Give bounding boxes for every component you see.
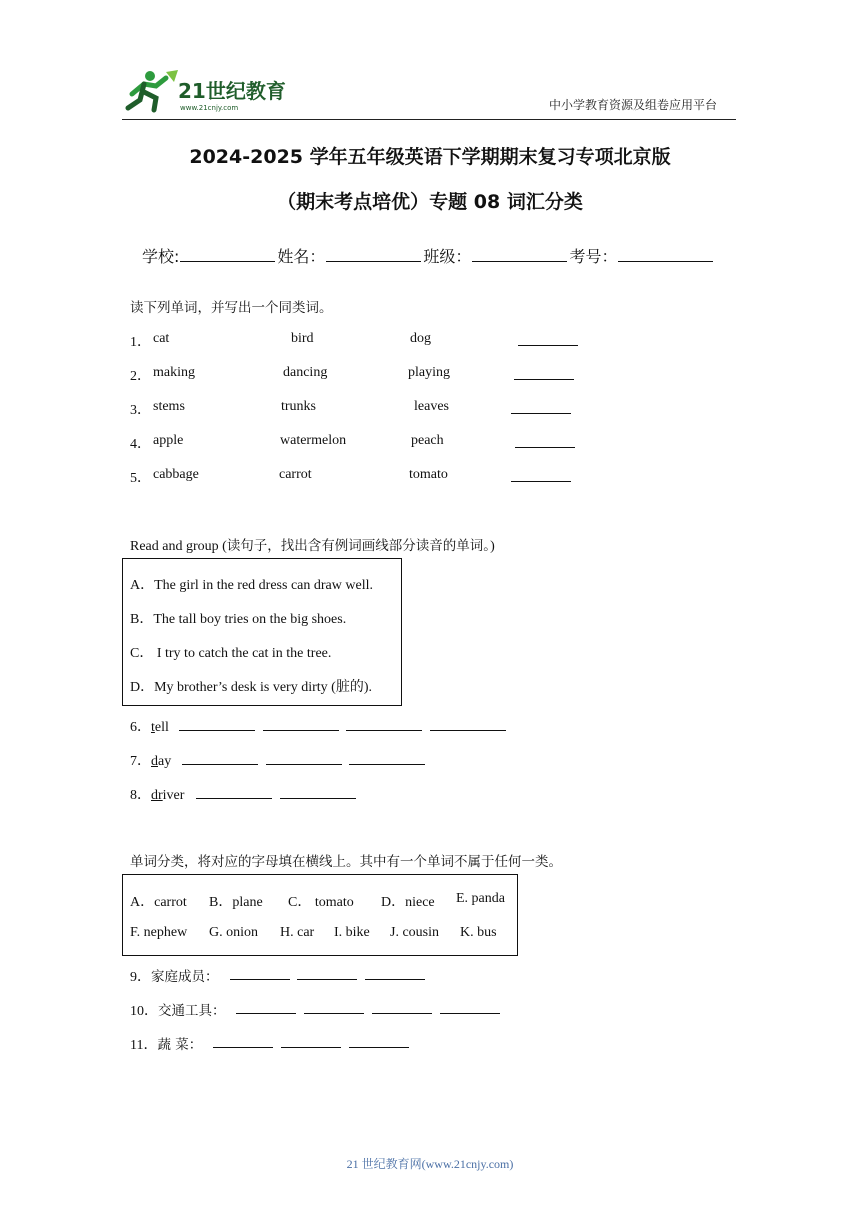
word-c: C． tomato	[288, 895, 354, 910]
q1-word-1: cat	[153, 331, 170, 346]
q11-blank-2[interactable]	[281, 1035, 341, 1048]
word-i: I. bike	[334, 925, 370, 940]
q2-num: 2．	[130, 369, 151, 384]
number-label: 考号：	[569, 247, 618, 266]
sentence-c: C． I try to catch the cat in the tree.	[130, 646, 332, 661]
class-label: 班级：	[423, 247, 472, 266]
q5-num: 5．	[130, 471, 151, 486]
q3-word-1: stems	[153, 399, 185, 414]
q1-answer-blank[interactable]	[518, 333, 578, 346]
q7-example-sound: d	[151, 754, 158, 769]
q4-answer-blank[interactable]	[515, 435, 575, 448]
word-bank-box	[122, 874, 518, 956]
word-h: H. car	[280, 925, 315, 940]
sentence-d: D．My brother’s desk is very dirty (脏的).	[130, 680, 372, 695]
title-line-1: 2024-2025 学年五年级英语下学期期末复习专项北京版	[189, 146, 671, 168]
q10-blank-4[interactable]	[440, 1001, 500, 1014]
q6-blank-2[interactable]	[263, 718, 339, 731]
number-field[interactable]	[618, 247, 713, 262]
school-field[interactable]	[180, 247, 275, 262]
header-divider	[122, 119, 736, 120]
word-a: A．carrot	[130, 895, 187, 910]
q11-row: 11．蔬 菜：	[130, 1037, 203, 1053]
brand-logo	[122, 68, 292, 116]
word-k: K. bus	[460, 925, 497, 940]
name-label: 姓名：	[277, 247, 326, 266]
q2-word-2: dancing	[283, 365, 328, 380]
title-line-2: （期末考点培优）专题 08 词汇分类	[277, 191, 583, 213]
q7-row: 7．day	[130, 754, 172, 769]
q1-num: 1．	[130, 335, 151, 350]
footer-link[interactable]: 21 世纪教育网(www.21cnjy.com)	[346, 1157, 514, 1171]
q10-blank-2[interactable]	[304, 1001, 364, 1014]
q11-blank-3[interactable]	[349, 1035, 409, 1048]
q2-word-3: playing	[408, 365, 450, 380]
name-field[interactable]	[326, 247, 421, 262]
q5-answer-blank[interactable]	[511, 469, 571, 482]
q8-row: 8．driver	[130, 788, 185, 803]
q2-word-1: making	[153, 365, 195, 380]
word-d: D．niece	[381, 895, 435, 910]
sentence-b: B．The tall boy tries on the big shoes.	[130, 612, 347, 627]
section2-instruction: Read and group (读句子，找出含有例词画线部分读音的单词。)	[130, 538, 495, 554]
q7-blank-1[interactable]	[182, 752, 258, 765]
q8-blank-1[interactable]	[196, 786, 272, 799]
word-f: F. nephew	[130, 925, 188, 940]
runner-logo-icon	[122, 68, 292, 116]
q3-word-3: leaves	[414, 399, 449, 414]
q2-answer-blank[interactable]	[514, 367, 574, 380]
q6-example-sound: t	[151, 720, 155, 735]
word-e: E. panda	[456, 891, 505, 906]
q6-row: 6．tell	[130, 720, 169, 735]
q6-blank-3[interactable]	[346, 718, 422, 731]
word-g: G. onion	[209, 925, 258, 940]
q7-blank-3[interactable]	[349, 752, 425, 765]
class-field[interactable]	[472, 247, 567, 262]
q3-answer-blank[interactable]	[511, 401, 571, 414]
q9-blank-2[interactable]	[297, 967, 357, 980]
school-label: 学校:	[142, 247, 180, 266]
logo-url: www.21cnjy.com	[180, 104, 239, 112]
q9-blank-3[interactable]	[365, 967, 425, 980]
section1-instruction: 读下列单词，并写出一个同类词。	[130, 300, 333, 316]
platform-label: 中小学教育资源及组卷应用平台	[549, 98, 718, 112]
q10-row: 10．交通工具：	[130, 1003, 226, 1019]
q5-word-2: carrot	[279, 467, 312, 482]
q1-word-2: bird	[291, 331, 314, 346]
student-info-row	[142, 244, 715, 267]
q3-word-2: trunks	[281, 399, 316, 414]
section3-instruction: 单词分类，将对应的字母填在横线上。其中有一个单词不属于任何一类。	[130, 854, 562, 870]
q1-word-3: dog	[410, 331, 431, 346]
q8-blank-2[interactable]	[280, 786, 356, 799]
q4-word-3: peach	[411, 433, 444, 448]
q4-word-2: watermelon	[280, 433, 347, 448]
q5-word-1: cabbage	[153, 467, 199, 482]
q7-blank-2[interactable]	[266, 752, 342, 765]
q3-num: 3．	[130, 403, 151, 418]
q6-blank-4[interactable]	[430, 718, 506, 731]
q9-row: 9．家庭成员：	[130, 969, 219, 985]
word-j: J. cousin	[390, 925, 439, 940]
sentence-a: A．The girl in the red dress can draw well.	[130, 578, 373, 593]
q9-blank-1[interactable]	[230, 967, 290, 980]
q8-example-sound: dr	[151, 788, 163, 803]
logo-text: 21世纪教育	[178, 79, 286, 103]
q5-word-3: tomato	[409, 467, 448, 482]
q4-word-1: apple	[153, 433, 184, 448]
q4-num: 4．	[130, 437, 151, 452]
word-b: B．plane	[209, 895, 263, 910]
q11-blank-1[interactable]	[213, 1035, 273, 1048]
q6-blank-1[interactable]	[179, 718, 255, 731]
q10-blank-1[interactable]	[236, 1001, 296, 1014]
q10-blank-3[interactable]	[372, 1001, 432, 1014]
